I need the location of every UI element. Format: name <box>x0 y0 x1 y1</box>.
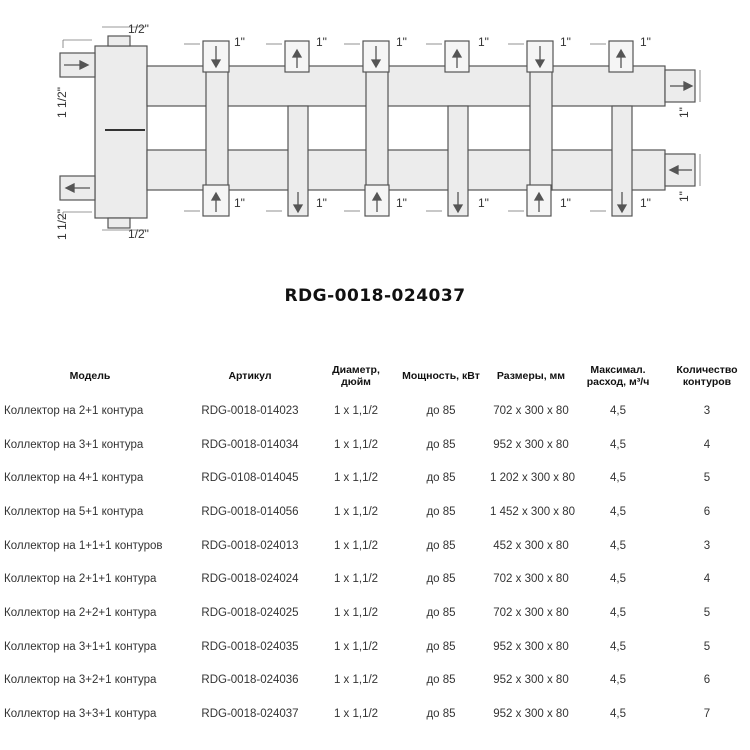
outlet-size-label: 1" <box>396 35 407 49</box>
cell-flow: 4,5 <box>610 438 626 451</box>
cell-diameter: 1 x 1,1/2 <box>333 674 379 687</box>
cell-flow: 4,5 <box>610 539 626 552</box>
model-code-title: RDG-0018-024037 <box>284 286 466 306</box>
table-row <box>0 630 750 664</box>
table-row <box>0 664 750 698</box>
cell-power: до 85 <box>426 708 456 721</box>
cell-diameter: 1 x 1,1/2 <box>333 505 379 518</box>
cell-count: 5 <box>703 472 711 485</box>
spec-table <box>0 358 750 731</box>
cell-size: 1 202 x 300 x 80 <box>490 472 576 485</box>
cell-diameter: 1 x 1,1/2 <box>333 573 379 586</box>
outlet-size-label: 1" <box>234 35 245 49</box>
cell-flow: 4,5 <box>610 606 626 619</box>
top-port-label: 1/2" <box>128 22 149 36</box>
cell-power: до 85 <box>426 606 456 619</box>
outlet-size-label: 1" <box>316 196 327 210</box>
cell-size: 1 452 x 300 x 80 <box>490 505 576 518</box>
cell-count: 4 <box>703 573 711 586</box>
cell-model: Коллектор на 2+2+1 контура <box>4 606 157 619</box>
cell-count: 6 <box>703 674 711 687</box>
cell-article: RDG-0018-024035 <box>201 640 299 653</box>
cell-power: до 85 <box>426 505 456 518</box>
outlet-size-label: 1" <box>640 35 651 49</box>
cell-article: RDG-0018-024037 <box>201 708 299 721</box>
cell-diameter: 1 x 1,1/2 <box>333 438 379 451</box>
cell-power: до 85 <box>426 404 456 417</box>
cell-model: Коллектор на 2+1 контура <box>4 404 144 417</box>
table-row <box>0 697 750 731</box>
cell-power: до 85 <box>426 640 456 653</box>
header-flow: Максимал. расход, м³/ч <box>586 364 650 388</box>
header-model: Модель <box>69 370 111 382</box>
cell-count: 3 <box>703 539 711 552</box>
cell-article: RDG-0018-014056 <box>201 505 299 518</box>
bottom-port-label: 1/2" <box>128 227 149 241</box>
cell-size: 702 x 300 x 80 <box>493 404 569 417</box>
cell-count: 5 <box>703 606 711 619</box>
cell-size: 952 x 300 x 80 <box>493 438 569 451</box>
cell-flow: 4,5 <box>610 472 626 485</box>
table-header-row <box>0 358 750 394</box>
outlet-size-label: 1" <box>234 196 245 210</box>
cell-model: Коллектор на 3+2+1 контура <box>4 674 157 687</box>
cell-model: Коллектор на 2+1+1 контура <box>4 573 157 586</box>
table-row <box>0 562 750 596</box>
bottom-port <box>108 218 130 228</box>
cell-diameter: 1 x 1,1/2 <box>333 708 379 721</box>
cell-diameter: 1 x 1,1/2 <box>333 404 379 417</box>
outlet-size-label: 1" <box>478 196 489 210</box>
cell-power: до 85 <box>426 472 456 485</box>
cell-model: Коллектор на 1+1+1 контуров <box>4 539 163 552</box>
cell-size: 702 x 300 x 80 <box>493 573 569 586</box>
cell-model: Коллектор на 3+1 контура <box>4 438 144 451</box>
cell-flow: 4,5 <box>610 708 626 721</box>
cell-count: 3 <box>703 404 711 417</box>
cell-article: RDG-0018-024024 <box>201 573 299 586</box>
cell-count: 6 <box>703 505 711 518</box>
cell-flow: 4,5 <box>610 404 626 417</box>
separator-body <box>95 46 147 218</box>
cell-article: RDG-0018-024036 <box>201 674 299 687</box>
header-article: Артикул <box>228 370 272 382</box>
cell-model: Коллектор на 4+1 контура <box>4 472 144 485</box>
cell-size: 952 x 300 x 80 <box>493 674 569 687</box>
cell-article: RDG-0108-014045 <box>201 472 299 485</box>
cell-count: 4 <box>703 438 711 451</box>
cell-size: 952 x 300 x 80 <box>493 708 569 721</box>
cell-model: Коллектор на 3+3+1 контура <box>4 708 157 721</box>
manifold-diagram <box>0 0 750 270</box>
table-row <box>0 529 750 563</box>
cell-power: до 85 <box>426 573 456 586</box>
cell-count: 5 <box>703 640 711 653</box>
table-row <box>0 495 750 529</box>
cell-power: до 85 <box>426 438 456 451</box>
header-size: Размеры, мм <box>496 370 566 382</box>
right-outlet-label: 1" <box>677 191 691 202</box>
table-row <box>0 596 750 630</box>
cell-article: RDG-0018-024013 <box>201 539 299 552</box>
left-size-label: 1 1/2" <box>55 87 69 118</box>
header-count: Количество контуров <box>676 364 738 388</box>
outlet-size-label: 1" <box>640 196 651 210</box>
cell-size: 452 x 300 x 80 <box>493 539 569 552</box>
table-row <box>0 428 750 462</box>
cell-flow: 4,5 <box>610 640 626 653</box>
table-row <box>0 461 750 495</box>
cell-flow: 4,5 <box>610 505 626 518</box>
outlet-size-label: 1" <box>396 196 407 210</box>
top-port <box>108 36 130 46</box>
right-outlet-label: 1" <box>677 107 691 118</box>
cell-size: 952 x 300 x 80 <box>493 640 569 653</box>
header-diameter: Диаметр, дюйм <box>332 364 380 388</box>
cell-power: до 85 <box>426 539 456 552</box>
header-power: Мощность, кВт <box>402 370 480 382</box>
cell-diameter: 1 x 1,1/2 <box>333 472 379 485</box>
cell-model: Коллектор на 3+1+1 контура <box>4 640 157 653</box>
outlet-size-label: 1" <box>316 35 327 49</box>
cell-diameter: 1 x 1,1/2 <box>333 640 379 653</box>
cell-model: Коллектор на 5+1 контура <box>4 505 144 518</box>
cell-count: 7 <box>703 708 711 721</box>
cell-power: до 85 <box>426 674 456 687</box>
cell-diameter: 1 x 1,1/2 <box>333 539 379 552</box>
outlet-size-label: 1" <box>478 35 489 49</box>
cell-article: RDG-0018-014034 <box>201 438 299 451</box>
cell-diameter: 1 x 1,1/2 <box>333 606 379 619</box>
cell-size: 702 x 300 x 80 <box>493 606 569 619</box>
cell-article: RDG-0018-014023 <box>201 404 299 417</box>
cell-article: RDG-0018-024025 <box>201 606 299 619</box>
table-row <box>0 394 750 428</box>
outlet-size-label: 1" <box>560 196 571 210</box>
cell-flow: 4,5 <box>610 674 626 687</box>
cell-flow: 4,5 <box>610 573 626 586</box>
left-size-label-bottom: 1 1/2" <box>55 209 69 240</box>
outlet-size-label: 1" <box>560 35 571 49</box>
